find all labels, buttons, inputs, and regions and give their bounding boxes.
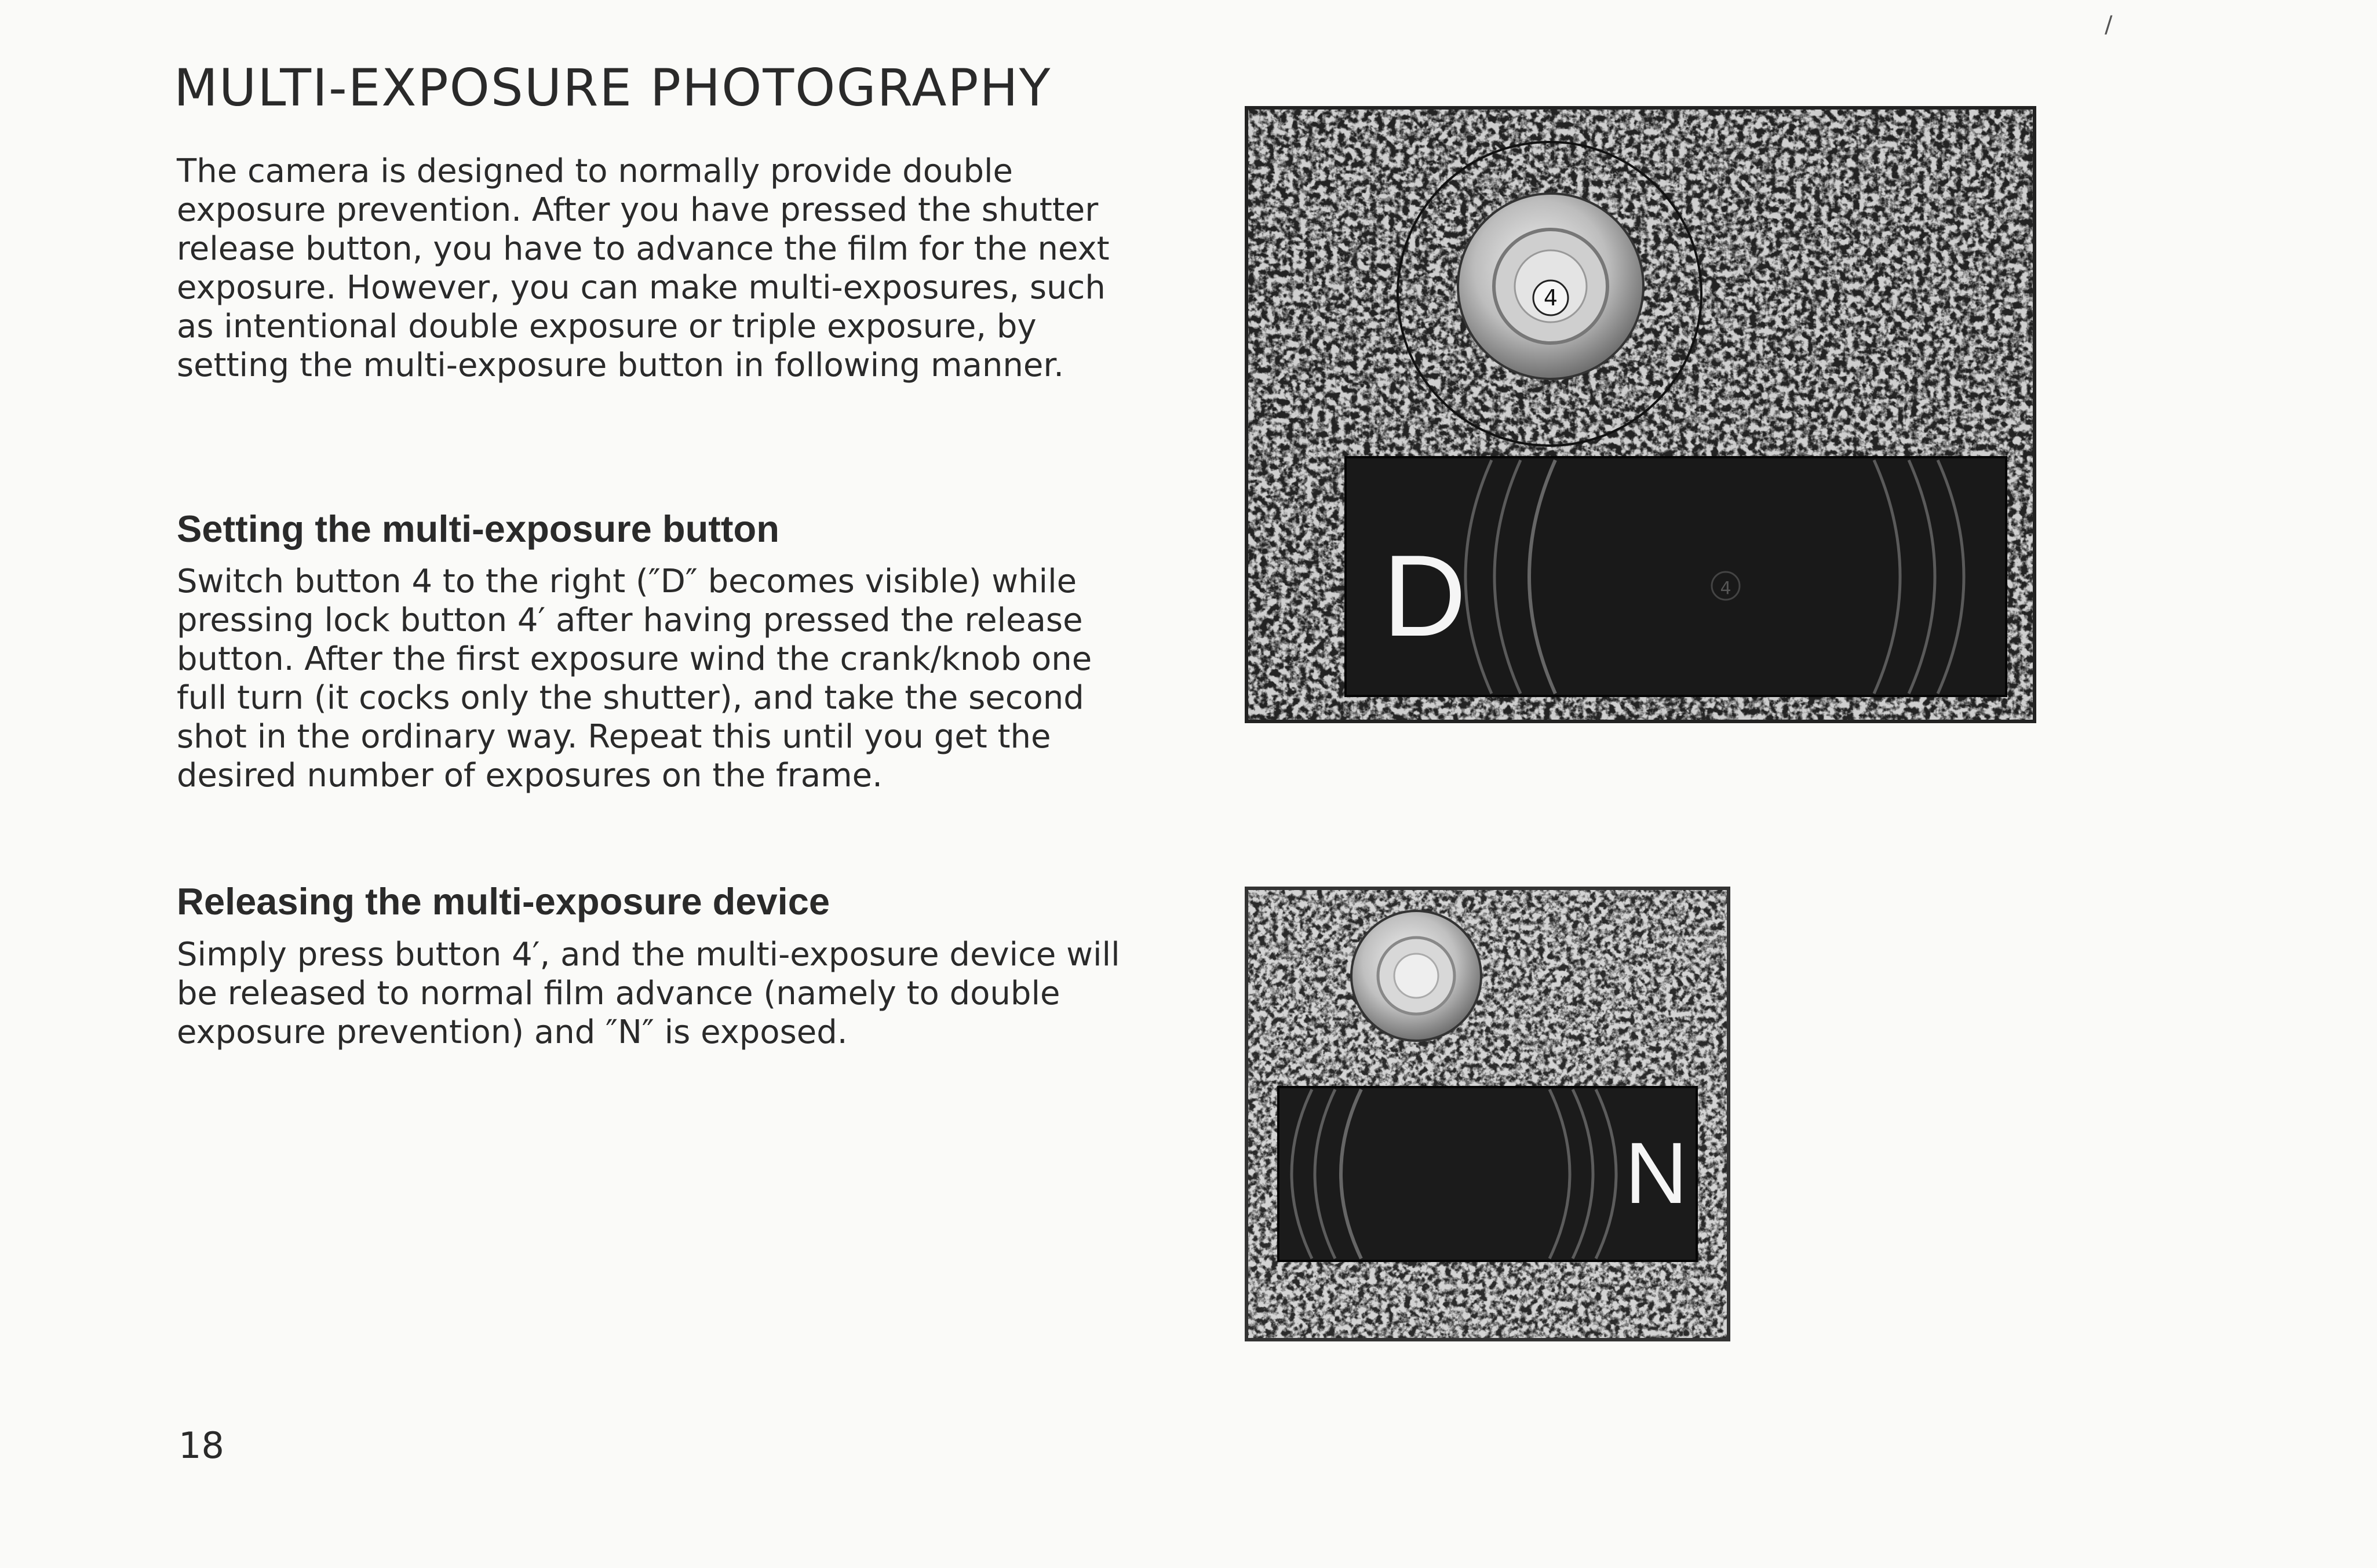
section-line: pressing lock button 4′ after having pressed the release [177,601,1083,639]
page-number: 18 [178,1424,224,1467]
section-line: desired number of exposures on the frame. [177,757,883,794]
section-heading-releasing: Releasing the multi-exposure device [177,880,830,922]
stray-mark: / [2105,12,2113,38]
intro-line: exposure. However, you can make multi-exposures, such [177,269,1106,307]
section-paragraph-releasing [177,935,1165,1052]
switch-letter-d: D [1383,531,1467,661]
page-title: MULTI-EXPOSURE PHOTOGRAPHY [174,58,1052,118]
section-line: shot in the ordinary way. Repeat this until you get the [177,718,1051,756]
intro-line: release button, you have to advance the film for the next [177,230,1110,268]
section-paragraph-setting [177,562,1165,795]
section-heading-setting: Setting the multi-exposure button [177,508,779,550]
switch-letter-n: N [1625,1124,1688,1221]
section-line: button. After the first exposure wind the crank/knob one [177,640,1092,678]
section-line: Switch button 4 to the right (″D″ becomes visible) while [177,563,1077,600]
intro-line: setting the multi-exposure button in following manner. [177,347,1064,384]
section-line: exposure prevention) and ″N″ is exposed. [177,1013,848,1051]
photo-switch-d [1245,106,2036,723]
intro-line: exposure prevention. After you have pressed the shutter [177,191,1099,229]
button-marker: 4 [1543,285,1558,311]
intro-paragraph [177,152,1165,385]
photo-switch-n [1245,887,1730,1341]
section-line: be released to normal film advance (namely to double [177,975,1060,1012]
section-line: Simply press button 4′, and the multi-exposure device will [177,936,1120,973]
switch-marker: 4 [1720,578,1731,599]
intro-line: The camera is designed to normally provide double [177,152,1013,190]
lock-button-icon [1351,911,1481,1041]
section-line: full turn (it cocks only the shutter), and take the second [177,679,1084,717]
intro-line: as intentional double exposure or triple exposure, by [177,308,1037,345]
